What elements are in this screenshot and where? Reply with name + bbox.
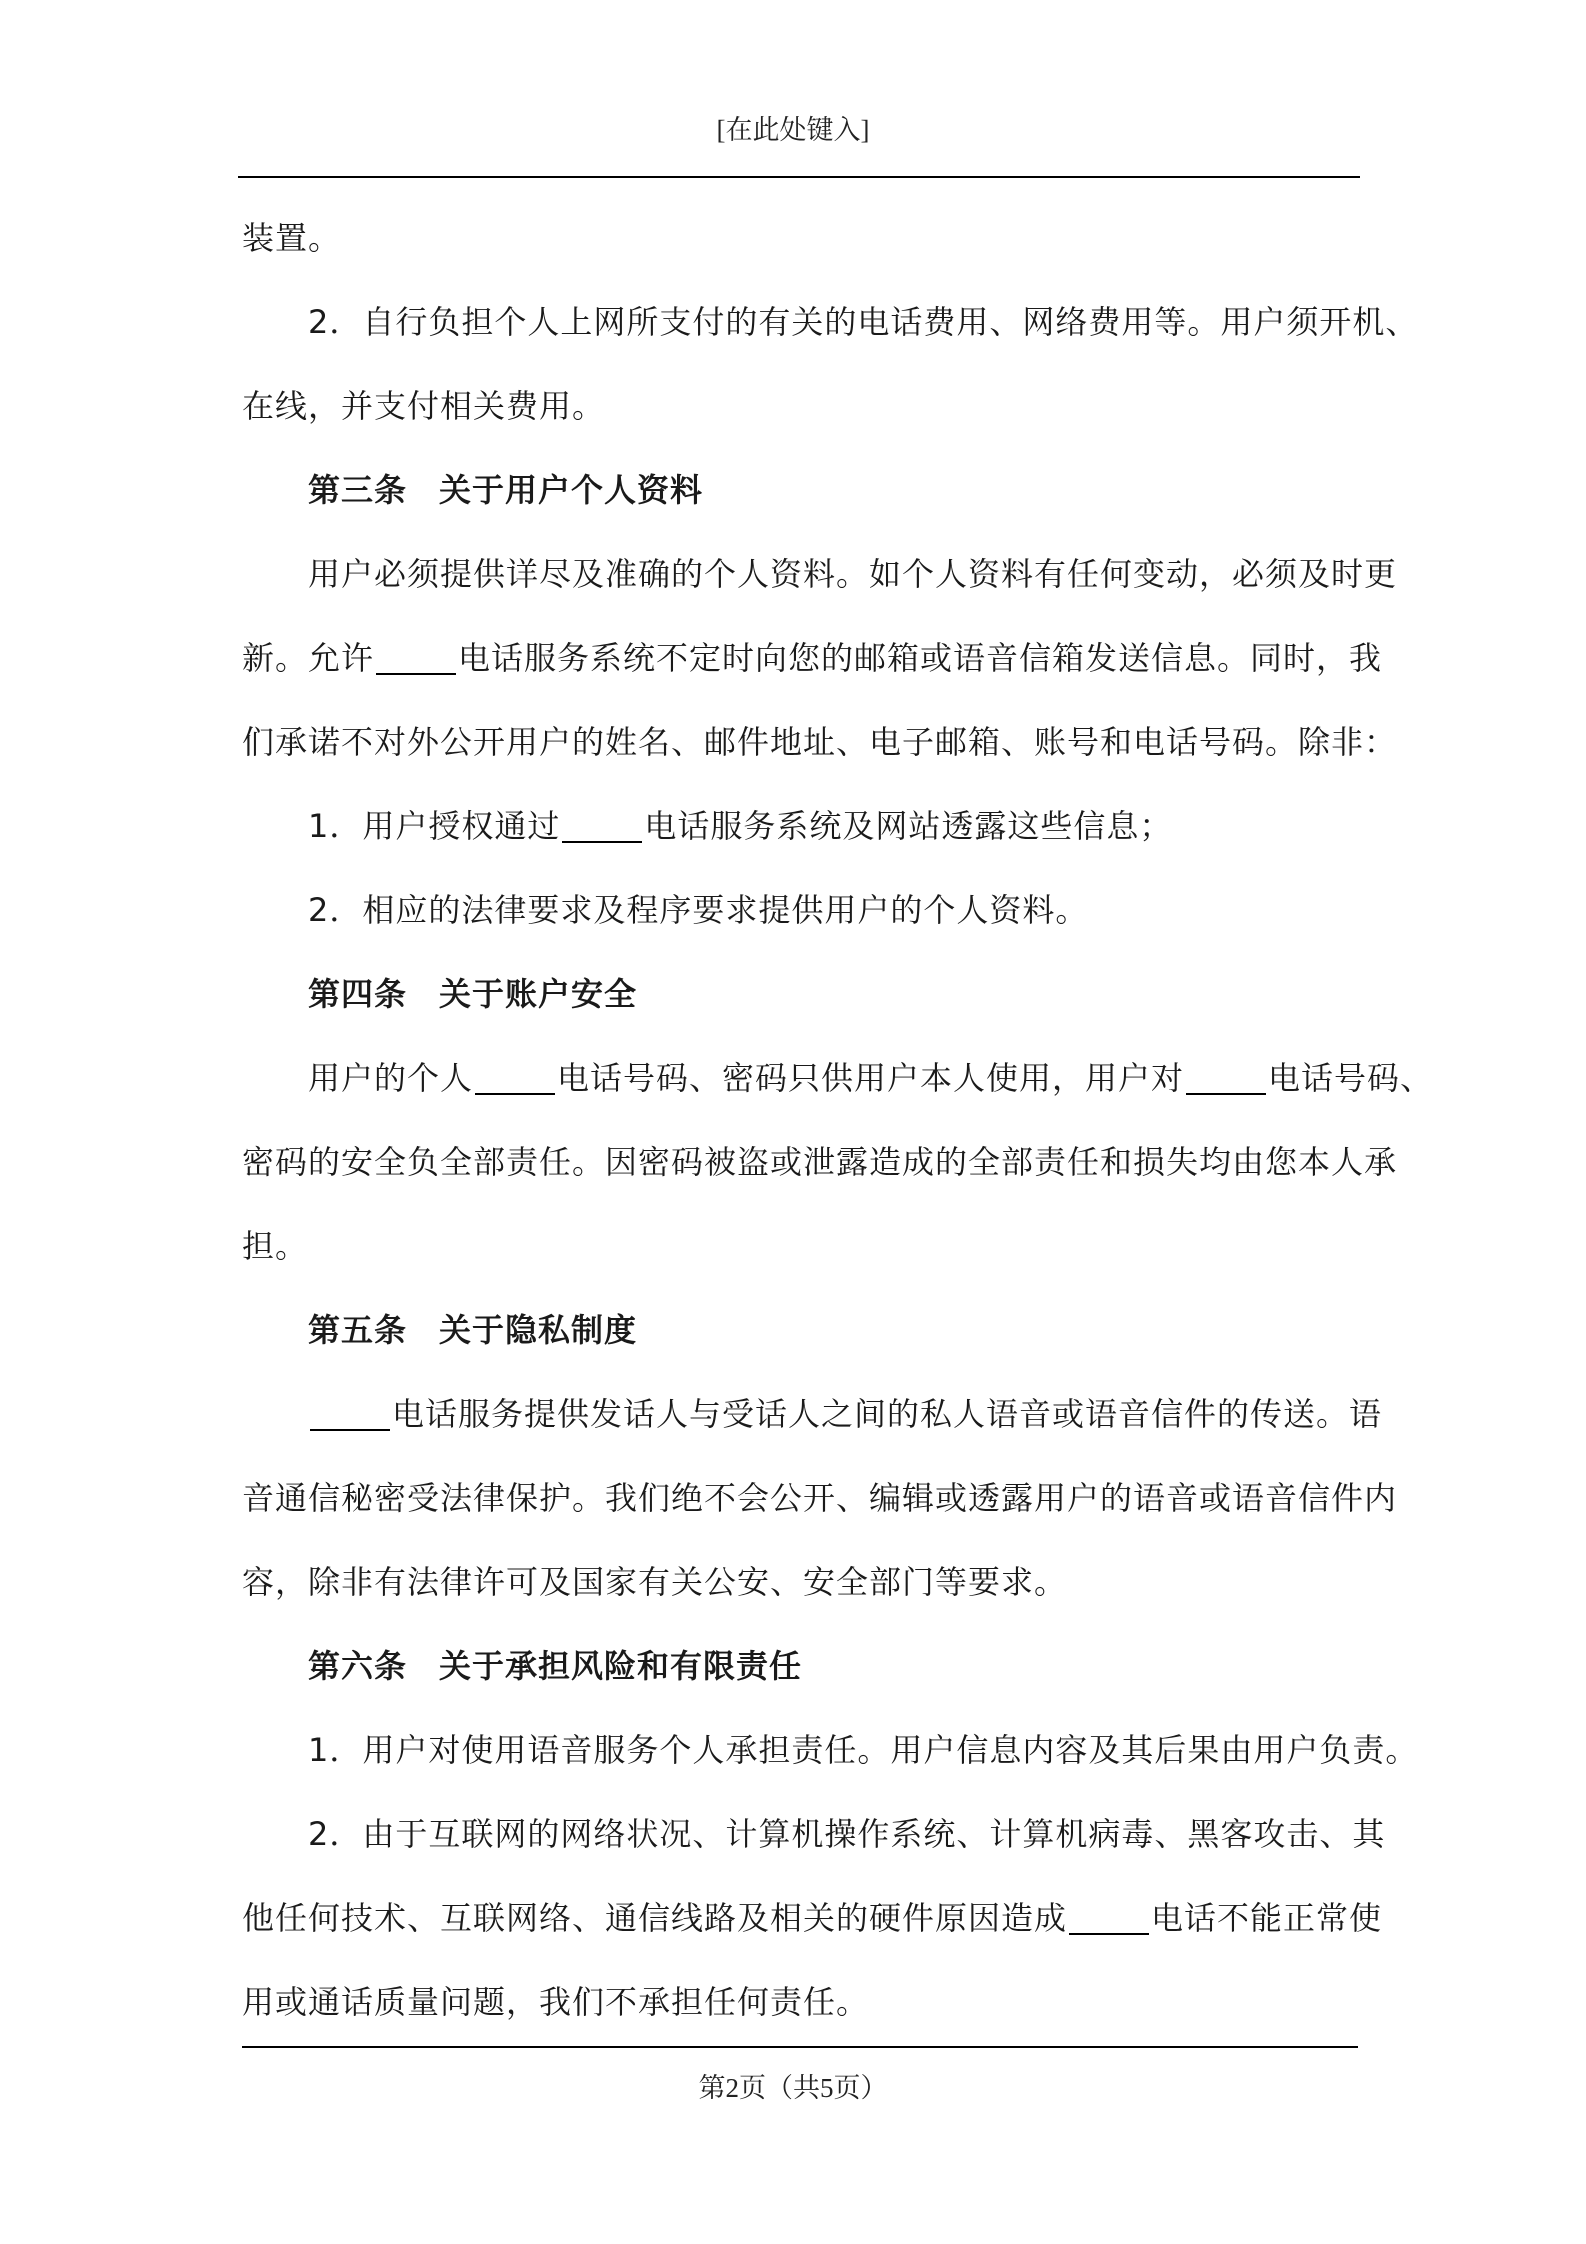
article-number: 第四条 xyxy=(308,975,408,1013)
text-span: 密码的安全负全部责任。因密码被盗或泄露造成的全部责任和损失均由您本人承 xyxy=(242,1143,1398,1181)
paragraph-line xyxy=(242,196,1372,280)
text-span: 音通信秘密受法律保护。我们绝不会公开、编辑或透露用户的语音或语音信件内 xyxy=(242,1479,1398,1517)
text-span: 2．由于互联网的网络状况、计算机操作系统、计算机病毒、黑客攻击、其 xyxy=(308,1815,1386,1853)
text-span: 担。 xyxy=(242,1227,309,1265)
text-span: 电话号码、密码只供用户本人使用，用户对 xyxy=(557,1059,1185,1097)
footer-rule xyxy=(242,2046,1358,2048)
article-title: 关于承担风险和有限责任 xyxy=(439,1647,803,1685)
page-footer: 第2页（共5页） xyxy=(698,2073,888,2103)
text-span: 电话号码、 xyxy=(1268,1059,1434,1097)
paragraph-line xyxy=(242,1708,1419,1792)
text-span: 用户必须提供详尽及准确的个人资料。如个人资料有任何变动，必须及时更 xyxy=(308,555,1398,593)
text-span: 们承诺不对外公开用户的姓名、邮件地址、电子邮箱、账号和电话号码。除非： xyxy=(242,723,1398,761)
header-rule xyxy=(238,176,1360,178)
article-heading-3 xyxy=(242,448,1372,532)
paragraph-line xyxy=(242,532,1398,616)
text-span: 容，除非有法律许可及国家有关公安、安全部门等要求。 xyxy=(242,1563,1068,1601)
fill-in-blank[interactable] xyxy=(475,1061,555,1095)
paragraph-line xyxy=(242,1204,1372,1288)
paragraph-line xyxy=(242,1876,1383,1960)
text-span: 用户的个人 xyxy=(308,1059,474,1097)
paragraph-line xyxy=(242,1036,1434,1120)
article-heading-4 xyxy=(242,952,1372,1036)
text-span: 1．用户授权通过 xyxy=(308,807,561,845)
fill-in-blank[interactable] xyxy=(562,809,642,843)
article-title: 关于用户个人资料 xyxy=(439,471,704,509)
fill-in-blank[interactable] xyxy=(376,641,456,675)
fill-in-blank[interactable] xyxy=(310,1397,390,1431)
article-number: 第五条 xyxy=(308,1311,408,1349)
text-span: 在线，并支付相关费用。 xyxy=(242,387,606,425)
page-header: [在此处键入] xyxy=(716,115,870,145)
paragraph-line xyxy=(242,364,1372,448)
text-span: 电话服务提供发话人与受话人之间的私人语音或语音信件的传送。语 xyxy=(392,1395,1383,1433)
article-number: 第三条 xyxy=(308,471,408,509)
paragraph-line xyxy=(242,1120,1398,1204)
paragraph-line xyxy=(242,700,1398,784)
text-span: 用或通话质量问题，我们不承担任何责任。 xyxy=(242,1983,870,2021)
paragraph-line xyxy=(242,784,1372,868)
text-span: 2．自行负担个人上网所支付的有关的电话费用、网络费用等。用户须开机、 xyxy=(308,303,1419,341)
document-body xyxy=(242,196,1434,2044)
paragraph-line xyxy=(242,1792,1386,1876)
paragraph-line xyxy=(242,868,1372,952)
fill-in-blank[interactable] xyxy=(1069,1901,1149,1935)
paragraph-line xyxy=(242,616,1383,700)
article-title: 关于账户安全 xyxy=(439,975,638,1013)
article-heading-6 xyxy=(242,1624,1372,1708)
paragraph-line xyxy=(242,1540,1372,1624)
text-span: 新。允许 xyxy=(242,639,375,677)
text-span: 2．相应的法律要求及程序要求提供用户的个人资料。 xyxy=(308,891,1089,929)
paragraph-line xyxy=(242,1960,1372,2044)
paragraph-line xyxy=(242,280,1419,364)
fill-in-blank[interactable] xyxy=(1186,1061,1266,1095)
text-span: 电话服务系统及网站透露这些信息； xyxy=(644,807,1173,845)
paragraph-line xyxy=(242,1456,1398,1540)
text-span: 1．用户对使用语音服务个人承担责任。用户信息内容及其后果由用户负责。 xyxy=(308,1731,1419,1769)
text-span: 电话不能正常使 xyxy=(1151,1899,1383,1937)
article-number: 第六条 xyxy=(308,1647,408,1685)
article-heading-5 xyxy=(242,1288,1372,1372)
text-span: 装置。 xyxy=(242,219,342,257)
article-title: 关于隐私制度 xyxy=(439,1311,638,1349)
paragraph-line xyxy=(242,1372,1383,1456)
text-span: 他任何技术、互联网络、通信线路及相关的硬件原因造成 xyxy=(242,1899,1068,1937)
text-span: 电话服务系统不定时向您的邮箱或语音信箱发送信息。同时，我 xyxy=(458,639,1383,677)
